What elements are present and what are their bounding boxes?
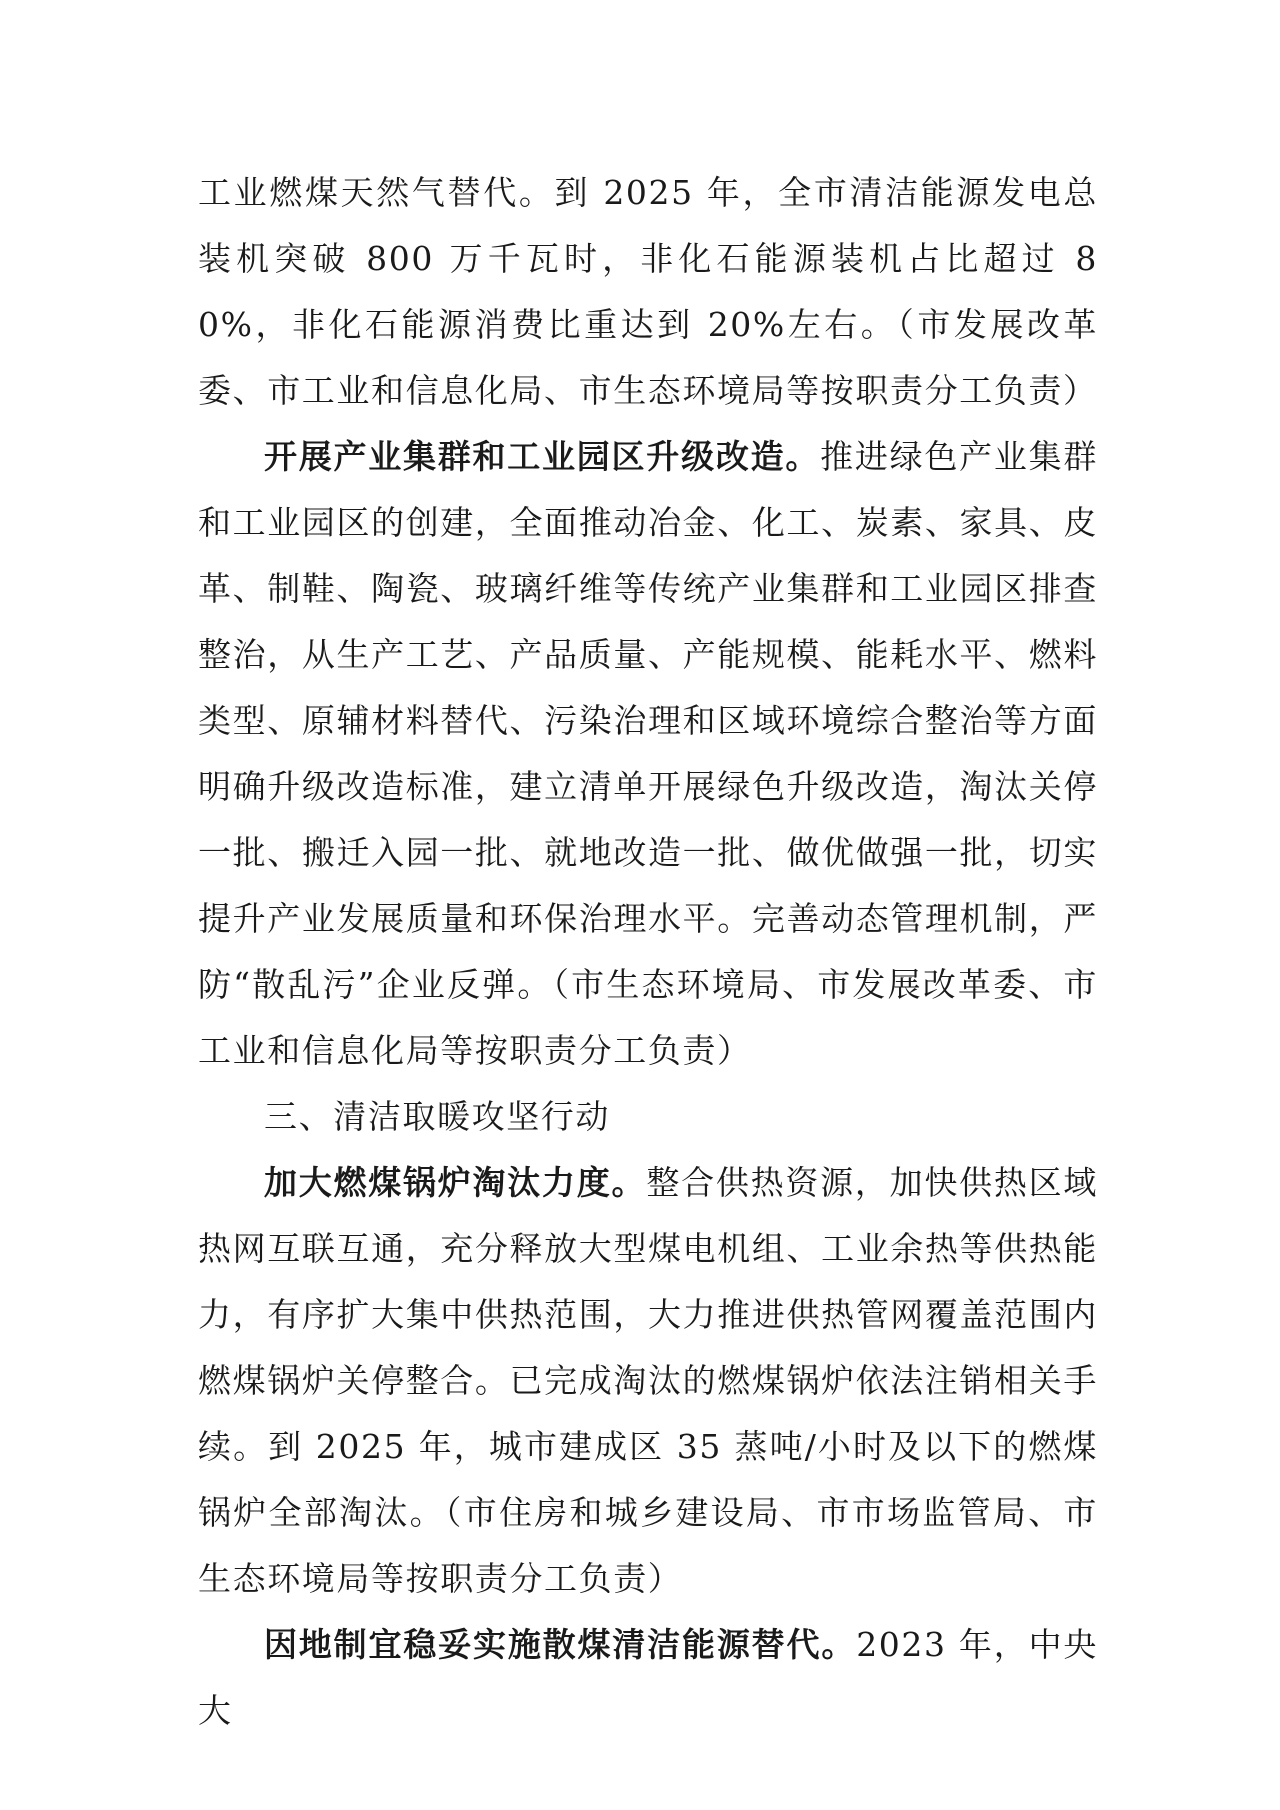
paragraph-coal-boiler-elimination <box>198 1150 1098 1612</box>
paragraph-lead-heading: 开展产业集群和工业园区升级改造。 <box>264 437 821 476</box>
paragraph-text: 推进绿色产业集群和工业园区的创建，全面推动冶金、化工、炭素、家具、皮革、制鞋、陶瓷、玻璃纤维等传统产业集群和工业园区排查整治，从生产工艺、产品质量、产能规模、能耗水平、燃料类型、原辅材料替代、污染治理和区域环境综合整治等方面明确升级改造标准，建立清单开展绿色升级改造，淘汰关停一批、搬迁入园一批、就地改造一批、做优做强一批，切实提升产业发展质量和环保治理水平。完善动态管理机制，严防“散乱污”企业反弹。（市生态环境局、市发展改革委、市工业和信息化局等按职责分工负责） <box>198 437 1098 1070</box>
paragraph-scattered-coal-substitution <box>198 1612 1098 1744</box>
paragraph-lead-heading: 因地制宜稳妥实施散煤清洁能源替代。 <box>264 1625 857 1664</box>
paragraph-text: 工业燃煤天然气替代。到 2025 年，全市清洁能源发电总装机突破 800 万千瓦时，非化石能源装机占比超过 80%，非化石能源消费比重达到 20%左右。（市发展改革委、市工业和信息化局、市生态环境局等按职责分工负责） <box>198 173 1098 410</box>
document-body <box>198 160 1098 1744</box>
paragraph-industrial-park-upgrade <box>198 424 1098 1084</box>
section-heading-clean-heating: 三、清洁取暖攻坚行动 <box>264 1097 610 1136</box>
paragraph-text: 2023 年，中央大 <box>198 1625 1098 1730</box>
paragraph-text: 整合供热资源，加快供热区域热网互联互通，充分释放大型煤电机组、工业余热等供热能力，有序扩大集中供热范围，大力推进供热管网覆盖范围内燃煤锅炉关停整合。已完成淘汰的燃煤锅炉依法注销相关手续。到 2025 年，城市建成区 35 蒸吨/小时及以下的燃煤锅炉全部淘汰。（市住房和城乡建设局、市市场监管局、市生态环境局等按职责分工负责） <box>198 1163 1098 1598</box>
paragraph-lead-heading: 加大燃煤锅炉淘汰力度。 <box>264 1163 647 1202</box>
paragraph-energy-substitution <box>198 160 1098 424</box>
